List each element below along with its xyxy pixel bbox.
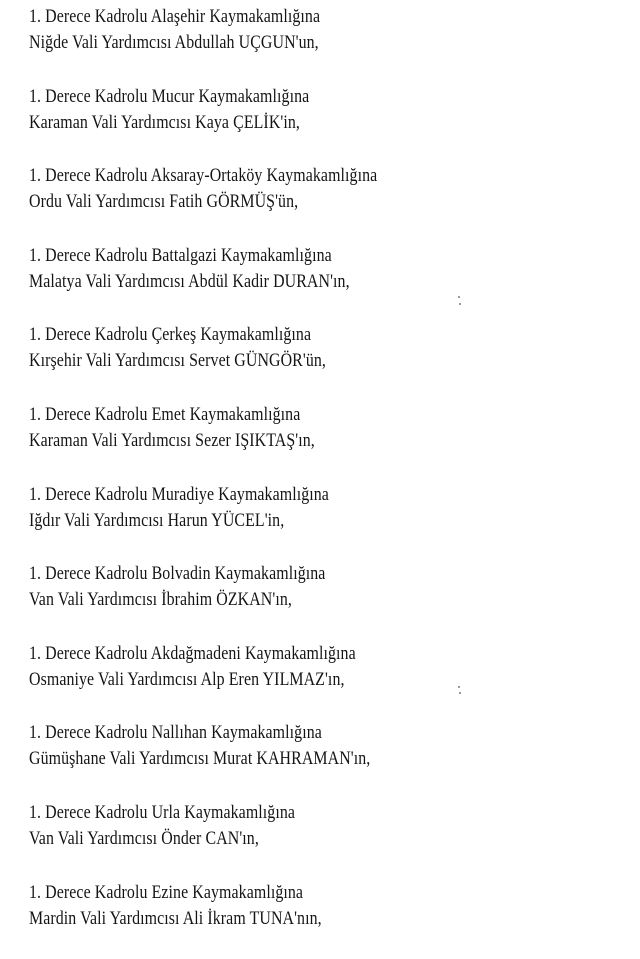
entry-position-line: 1. Derece Kadrolu Nallıhan Kaymakamlığına — [29, 723, 322, 744]
list-item — [29, 561, 629, 641]
entry-appointee-line: Karaman Vali Yardımcısı Kaya ÇELİK'in, — [29, 112, 300, 133]
list-item — [29, 322, 629, 402]
list-item — [29, 720, 629, 800]
entry-appointee-line: Van Vali Yardımcısı Önder CAN'ın, — [29, 828, 259, 849]
entry-appointee-line: Karaman Vali Yardımcısı Sezer IŞIKTAŞ'ın, — [29, 430, 315, 451]
list-item — [29, 402, 629, 482]
scan-speck — [458, 686, 460, 688]
entry-appointee-line: Van Vali Yardımcısı İbrahim ÖZKAN'ın, — [29, 590, 292, 611]
list-item — [29, 482, 629, 562]
entry-appointee-line: Ordu Vali Yardımcısı Fatih GÖRMÜŞ'ün, — [29, 192, 299, 213]
entry-appointee-line: Niğde Vali Yardımcısı Abdullah UÇGUN'un, — [29, 33, 319, 53]
entry-position-line: 1. Derece Kadrolu Emet Kaymakamlığına — [29, 404, 301, 425]
entry-appointee-line: Malatya Vali Yardımcısı Abdül Kadir DURAN'ın, — [29, 271, 350, 292]
list-item — [29, 163, 629, 243]
entry-appointee-line: Iğdır Vali Yardımcısı Harun YÜCEL'in, — [29, 510, 285, 531]
scan-speck — [458, 296, 460, 298]
list-item — [29, 800, 629, 880]
entry-appointee-line: Osmaniye Vali Yardımcısı Alp Eren YILMAZ'ın, — [29, 669, 345, 690]
entry-appointee-line: Kırşehir Vali Yardımcısı Servet GÜNGÖR'ün, — [29, 351, 326, 372]
scan-speck — [459, 303, 461, 305]
list-item — [29, 84, 629, 164]
entry-position-line: 1. Derece Kadrolu Muradiye Kaymakamlığına — [29, 484, 329, 505]
entry-position-line: 1. Derece Kadrolu Ezine Kaymakamlığına — [29, 882, 304, 903]
scan-speck — [459, 692, 461, 694]
entry-position-line: 1. Derece Kadrolu Mucur Kaymakamlığına — [29, 86, 310, 107]
entry-appointee-line: Mardin Vali Yardımcısı Ali İkram TUNA'nın, — [29, 908, 322, 929]
entry-position-line: 1. Derece Kadrolu Alaşehir Kaymakamlığına — [29, 7, 321, 27]
list-item — [29, 4, 629, 84]
entry-position-line: 1. Derece Kadrolu Çerkeş Kaymakamlığına — [29, 325, 312, 346]
list-item — [29, 641, 629, 721]
list-item — [29, 243, 629, 323]
list-item — [29, 880, 629, 959]
entry-position-line: 1. Derece Kadrolu Aksaray-Ortaköy Kaymakamlığına — [29, 166, 378, 187]
entry-position-line: 1. Derece Kadrolu Battalgazi Kaymakamlığına — [29, 245, 332, 266]
entry-position-line: 1. Derece Kadrolu Urla Kaymakamlığına — [29, 802, 296, 823]
entry-appointee-line: Gümüşhane Vali Yardımcısı Murat KAHRAMAN'ın, — [29, 749, 371, 770]
appointment-list — [29, 4, 629, 959]
entry-position-line: 1. Derece Kadrolu Akdağmadeni Kaymakamlığına — [29, 643, 356, 664]
entry-position-line: 1. Derece Kadrolu Bolvadin Kaymakamlığına — [29, 564, 326, 585]
